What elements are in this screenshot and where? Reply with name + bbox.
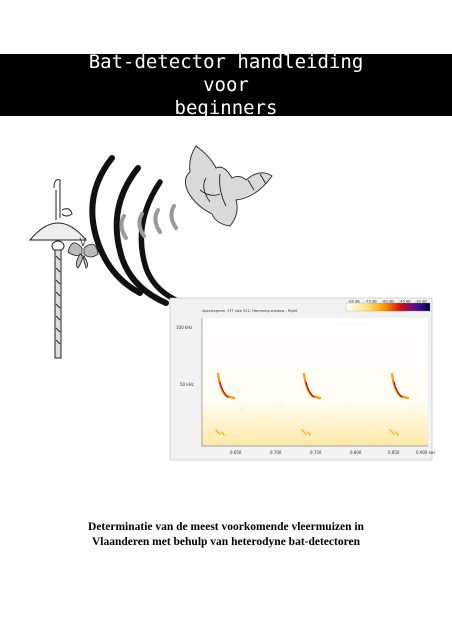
x-tick-label: 0.900 sec bbox=[416, 450, 436, 455]
x-tick-label: 0.850 bbox=[388, 450, 400, 455]
document-subtitle: Determinatie van de meest voorkomende vleermuizen in Vlaanderen met behulp van heterodyne bat-detectoren bbox=[88, 521, 364, 548]
moth-drawing bbox=[68, 238, 98, 268]
lamp-post-drawing bbox=[30, 180, 86, 358]
document-title: Bat-detector handleiding voor beginners bbox=[88, 50, 364, 119]
x-tick-label: 0.800 bbox=[350, 450, 362, 455]
title-banner bbox=[0, 50, 452, 119]
db-label: -75 dB bbox=[365, 299, 377, 304]
x-tick-label: 0.750 bbox=[310, 450, 322, 455]
db-color-scale bbox=[346, 303, 430, 311]
db-label: -45 dB bbox=[399, 299, 411, 304]
y-tick-label: 100 kHz bbox=[176, 325, 193, 330]
bat-drawing bbox=[185, 146, 272, 226]
x-tick-label: 0.650 bbox=[230, 450, 242, 455]
db-label: -90 dB bbox=[348, 299, 360, 304]
y-tick-label: 50 kHz bbox=[180, 382, 194, 387]
db-label: -30 dB bbox=[415, 299, 427, 304]
x-tick-label: 0.700 bbox=[270, 450, 282, 455]
db-label: -60 dB bbox=[382, 299, 394, 304]
spectrogram bbox=[170, 298, 436, 460]
spectrogram-header: Spectrogram, FFT size 512, Hamming window - Right bbox=[202, 309, 298, 313]
